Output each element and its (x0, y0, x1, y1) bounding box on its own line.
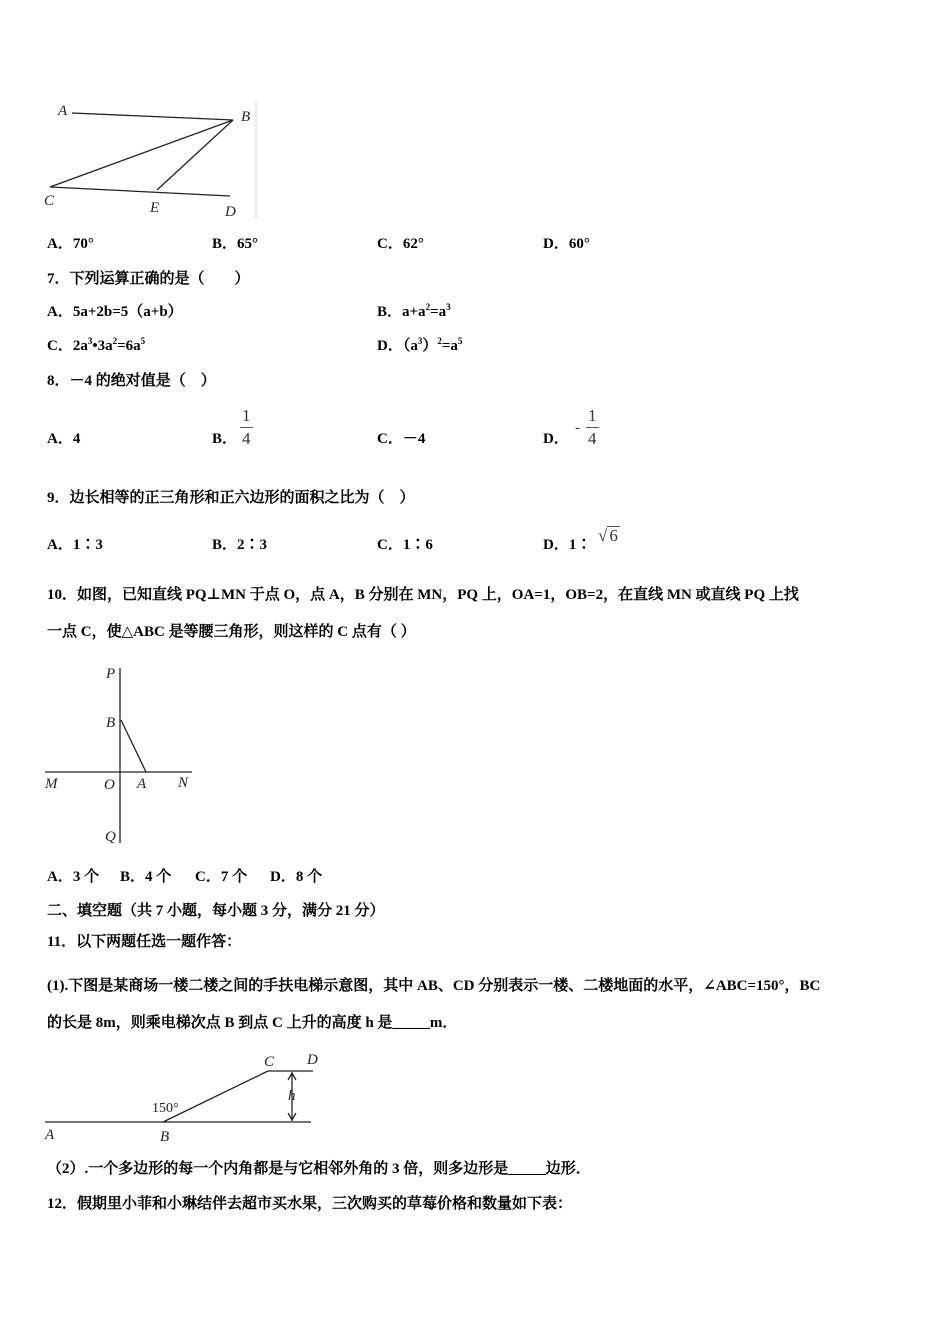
q10-option-c: C．7 个 (195, 869, 248, 885)
q6-option-a: A．70° (47, 236, 94, 252)
q8-option-d-label: D． (543, 431, 569, 447)
point-label-b: B (106, 715, 116, 731)
exponent: 2 (112, 336, 118, 346)
q9-option-d-label: D．1∶ (543, 537, 592, 553)
q7-option-d-text: D．（a (377, 338, 418, 354)
point-label-a: A (137, 776, 147, 792)
line-bc (50, 120, 233, 187)
q11-stem: 11．以下两题任选一题作答： (47, 934, 242, 950)
radicand: 6 (609, 526, 618, 545)
q9-option-a: A．1∶3 (47, 537, 103, 553)
angle-label-150: 150° (152, 1101, 179, 1116)
point-label-p: P (106, 666, 116, 682)
fraction-numerator: 1 (240, 405, 253, 428)
q10-option-b: B．4 个 (120, 869, 172, 885)
q7-option-b-text: =a (430, 304, 447, 320)
q10-option-a: A．3 个 (47, 869, 100, 885)
q9-option-c: C．1∶6 (377, 537, 433, 553)
q7-option-c-text: •3a (92, 338, 113, 354)
exponent: 5 (140, 336, 146, 346)
fraction-numerator: 1 (586, 405, 599, 428)
q7-option-a (47, 303, 183, 321)
q7-option-d-text: =a (441, 338, 458, 354)
point-label-n: N (178, 775, 189, 791)
radical-sign: √ (598, 526, 608, 545)
q8-option-d-fraction (586, 405, 599, 450)
q11-part-1-line-2: 的长是 8m，则乘电梯次点 B 到点 C 上升的高度 h 是_____m． (47, 1015, 458, 1031)
q7-option-d-text: ） (422, 338, 438, 354)
fraction-denominator: 4 (588, 429, 597, 448)
segment-ba (121, 720, 146, 772)
point-label-e: E (150, 200, 160, 216)
q7-option-b-text: B．a+a (377, 304, 426, 320)
q8-option-d-minus-sign: - (575, 420, 580, 436)
q6-figure (40, 95, 265, 225)
q10-figure (40, 660, 200, 850)
q11-part-2: （2）.一个多边形的每一个内角都是与它相邻外角的 3 倍，则多边形是_____边形． (47, 1161, 591, 1177)
line-cd (50, 187, 230, 196)
q9-stem: 9．边长相等的正三角形和正六边形的面积之比为（ ） (47, 490, 415, 506)
q10-stem-line-1: 10．如图，已知直线 PQ⊥MN 于点 O，点 A，B 分别在 MN，PQ 上，OA=1，OB=2，在直线 MN 或直线 PQ 上找 (47, 587, 799, 603)
exponent: 5 (457, 336, 463, 346)
height-label-h: h (288, 1088, 296, 1104)
q6-option-d: D．60° (543, 236, 590, 252)
q8-option-b-label: B． (212, 431, 238, 447)
q7-option-c-text: C．2a (47, 338, 88, 354)
q6-option-b: B．65° (212, 236, 259, 252)
q8-stem: 8．－4 的绝对值是（ ） (47, 373, 216, 389)
exponent: 3 (87, 336, 93, 346)
escalator-line-bc (163, 1071, 268, 1122)
q8-option-c: C．－4 (377, 431, 426, 447)
q7-option-c-text: =6a (117, 338, 141, 354)
q7-option-d (377, 337, 462, 355)
q11-part-1-line-1: (1).下图是某商场一楼二楼之间的手扶电梯示意图，其中 AB、CD 分别表示一楼、二楼地面的水平，∠ABC=150°，BC (47, 978, 821, 994)
q10-stem-line-2: 一点 C，使△ABC 是等腰三角形，则这样的 C 点有（ ） (47, 624, 416, 640)
exponent: 3 (446, 302, 451, 312)
q10-option-d: D．8 个 (270, 869, 323, 885)
point-label-q: Q (105, 829, 116, 845)
line-be (157, 120, 233, 190)
q8-option-b-fraction (240, 405, 253, 450)
point-label-m: M (45, 776, 58, 792)
point-label-c: C (264, 1054, 275, 1070)
line-ab (72, 113, 233, 120)
section-2-title: 二、填空题（共 7 小题，每小题 3 分，满分 21 分） (47, 903, 385, 919)
point-label-o: O (104, 777, 115, 793)
point-label-d: D (225, 204, 236, 220)
point-label-a: A (45, 1127, 55, 1143)
q8-option-a: A．4 (47, 431, 81, 447)
point-label-a: A (58, 103, 68, 119)
point-label-b: B (241, 109, 251, 125)
q7-option-a-text: A．5a+2b=5（a+b） (47, 304, 183, 320)
exponent: 2 (425, 302, 431, 312)
exponent: 2 (437, 336, 442, 346)
point-label-d: D (307, 1052, 318, 1068)
point-label-c: C (44, 193, 55, 209)
q9-option-d-square-root (598, 526, 620, 546)
exponent: 3 (417, 336, 423, 346)
q9-option-b: B．2∶3 (212, 537, 268, 553)
point-label-b: B (160, 1129, 170, 1145)
fraction-denominator: 4 (242, 429, 251, 448)
q12-stem: 12．假期里小菲和小琳结伴去超市买水果，三次购买的草莓价格和数量如下表： (47, 1196, 573, 1212)
q6-option-c: C．62° (377, 236, 424, 252)
q11-escalator-figure (40, 1045, 325, 1145)
q7-option-c (47, 337, 145, 355)
q7-stem: 7．下列运算正确的是（ ） (47, 271, 250, 287)
q7-option-b (377, 303, 451, 321)
